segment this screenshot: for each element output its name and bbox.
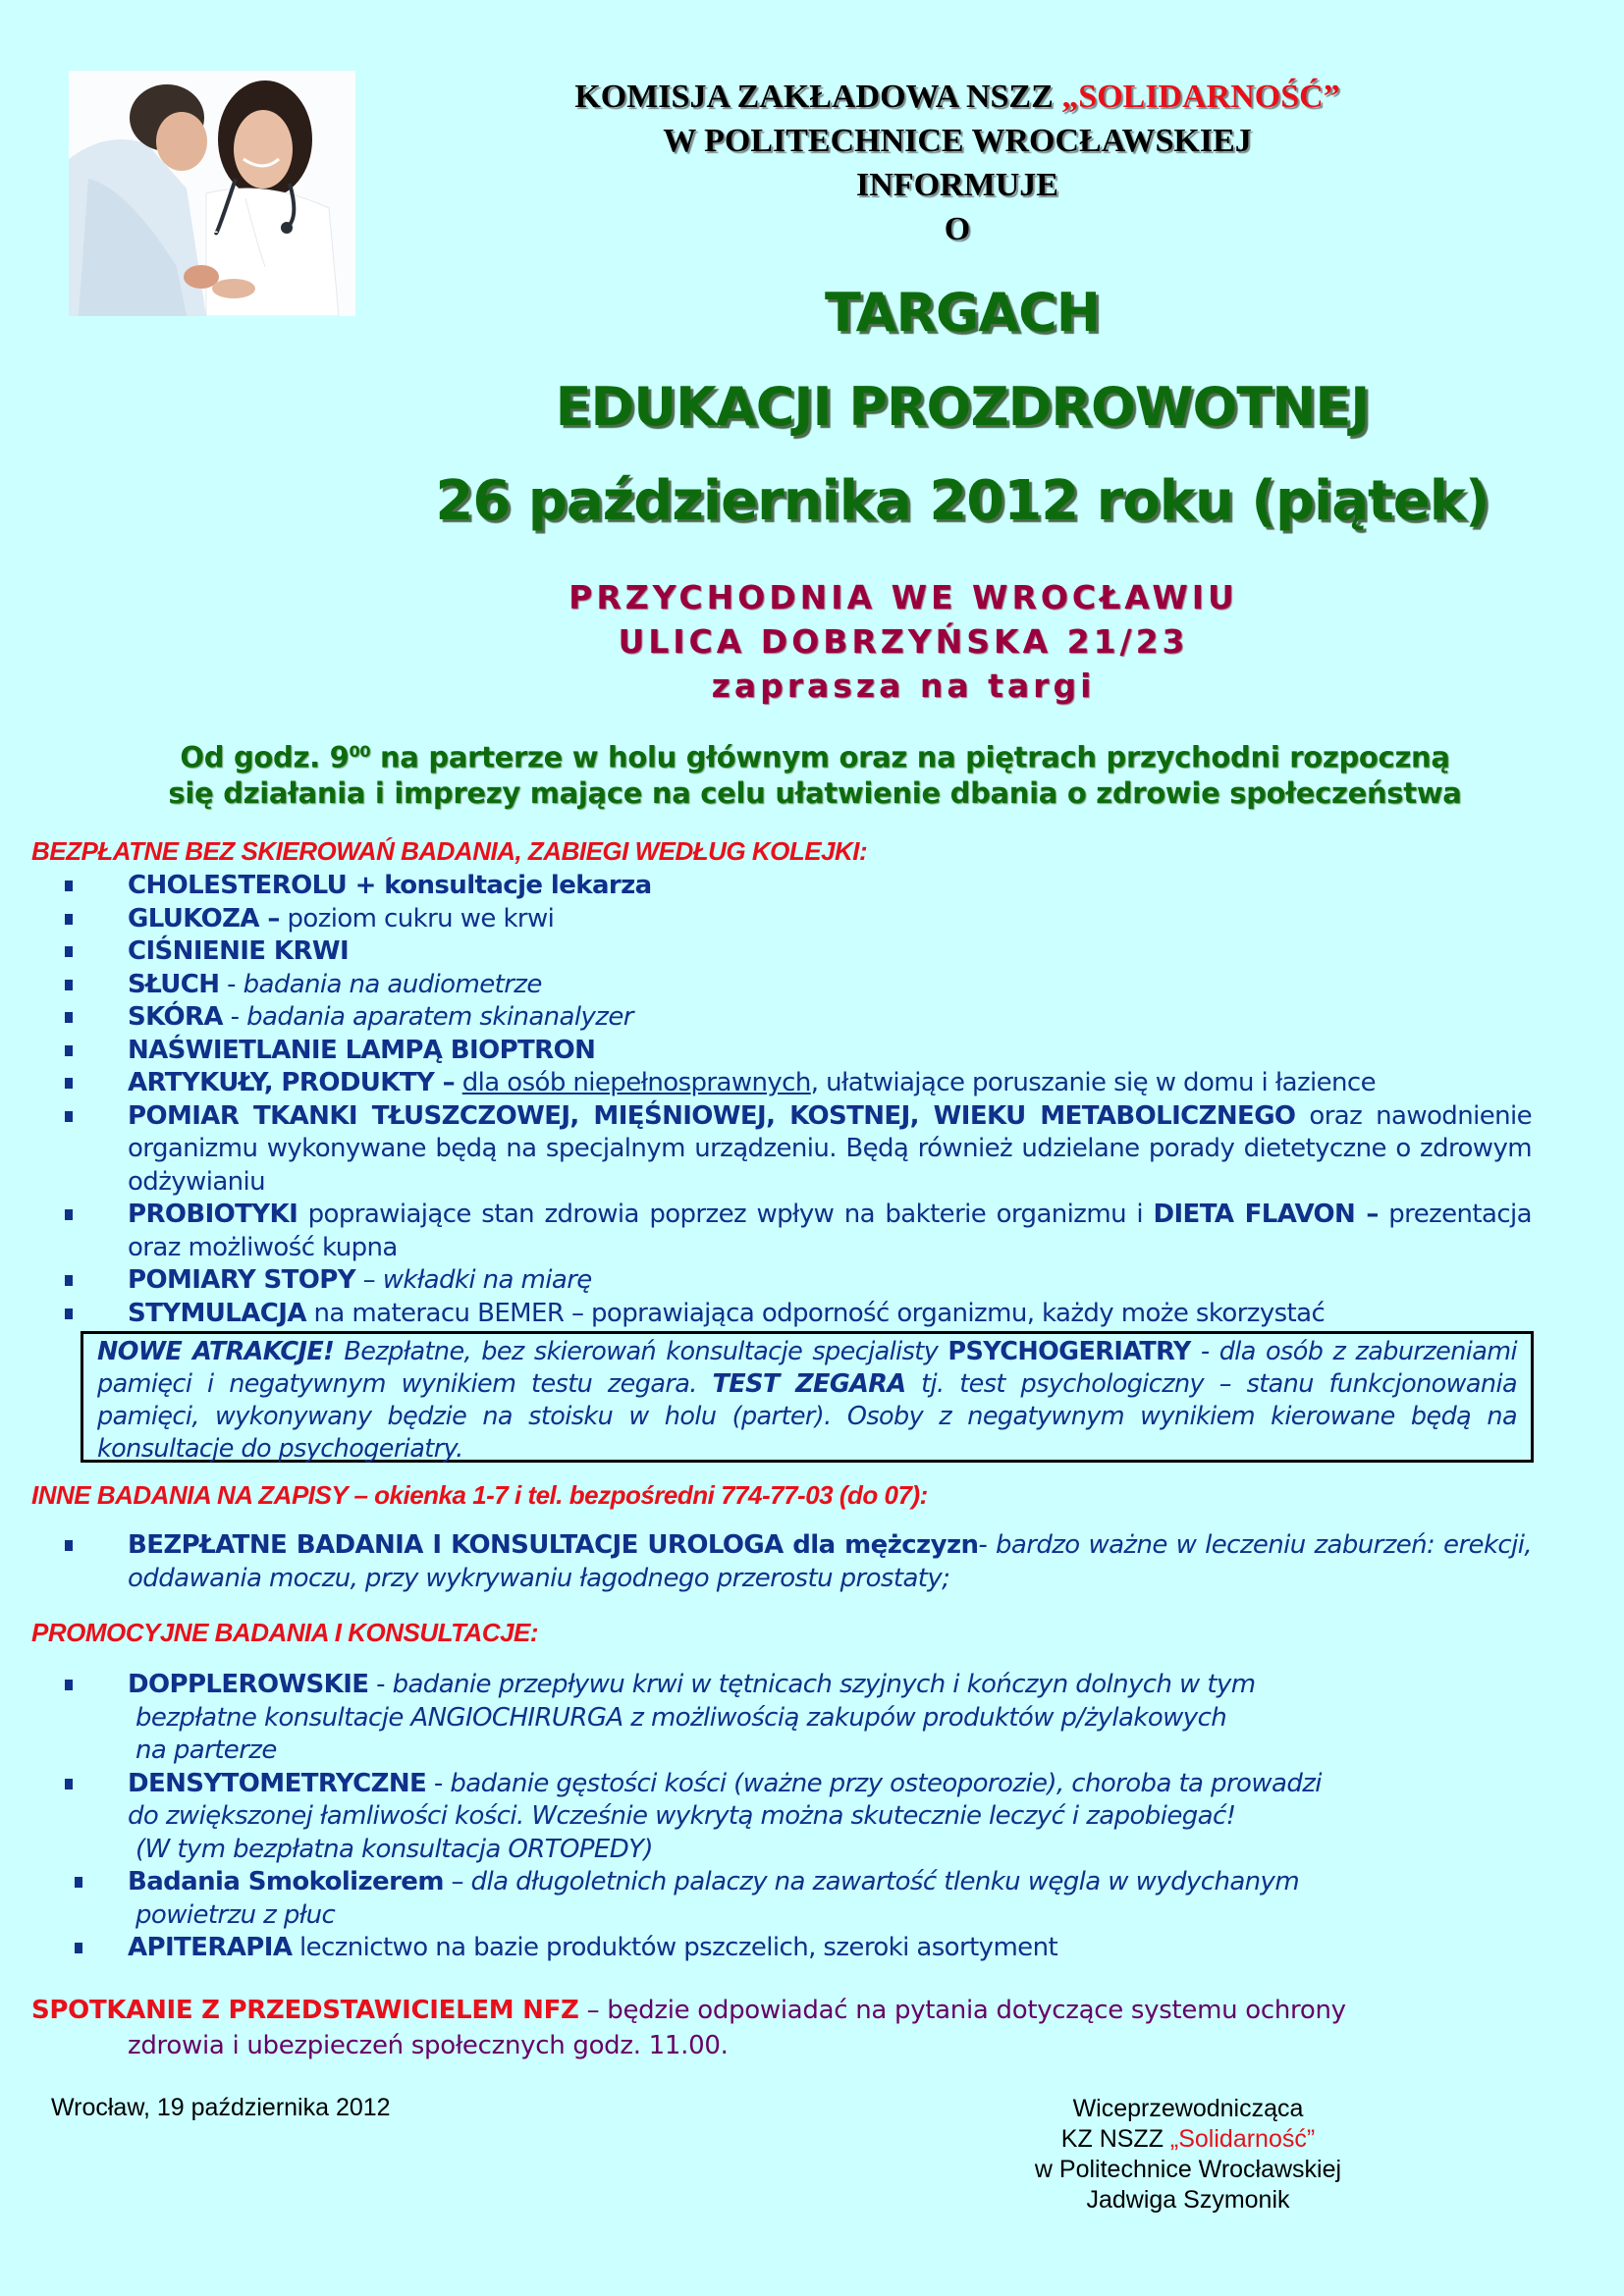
bullet-icon (65, 1209, 73, 1220)
list-item (0, 1932, 1571, 1965)
list-item (0, 1067, 1571, 1100)
item-title: BEZPŁATNE BADANIA I KONSULTACJE UROLOGA dla mężczyzn (128, 1530, 979, 1560)
new-attractions-text-2: - dla osób z zaburzeniami pamięci i negatywnym wynikiem testu zegara. (97, 1337, 1517, 1399)
item-description: dla długoletnich palaczy na zawartość tlenku węgla w wydychanym (470, 1867, 1300, 1896)
signature-org-line-2: w Politechnice Wrocławskiej (1034, 2156, 1342, 2183)
item-title: SKÓRA (128, 1002, 223, 1032)
item-description: - bardzo ważne w leczeniu zaburzeń: erekcji, oddawania moczu, przy wykrywaniu łagodnego przerostu prostaty; (128, 1530, 1533, 1593)
item-separator: - (426, 1768, 451, 1798)
appointments-list (0, 1529, 1571, 1595)
signature-org (982, 2124, 1394, 2155)
item-text: poziom cukru we krwi (279, 903, 555, 934)
signature-name: Jadwiga Szymonik (1086, 2186, 1290, 2214)
list-item (0, 1264, 1571, 1298)
signature-org-prefix: KZ NSZZ (1060, 2125, 1170, 2153)
item-description: badanie przepływu krwi w tętnicach szyjnych i kończyn dolnych w tym (392, 1670, 1256, 1699)
item-description-3: (W tym bezpłatna konsultacja ORTOPEDY) (135, 1834, 653, 1864)
list-item (0, 969, 1571, 1002)
new-attractions-text-1: Bezpłatne, bez skierowań konsultacje specjalisty (334, 1337, 948, 1366)
intro-line-2: się działania i imprezy mające na celu ułatwienie dbania o zdrowie społeczeństwa (168, 775, 1462, 810)
clock-test-label: TEST ZEGARA (712, 1369, 906, 1399)
item-description: badania aparatem skinanalyzer (246, 1002, 633, 1032)
item-title: Badania Smokolizerem (128, 1867, 444, 1896)
header-solidarnosc: „SOLIDARNOŚĆ” (1061, 79, 1340, 115)
event-title-line-2: EDUKACJI PROZDROWOTNEJ (555, 376, 1370, 438)
list-item (0, 1866, 1571, 1932)
signature-title: Wiceprzewodnicząca (1072, 2095, 1304, 2122)
list-item (0, 1298, 1571, 1331)
intro-line-1 (59, 734, 1571, 775)
item-separator: - (368, 1670, 393, 1699)
list-item (0, 1529, 1571, 1595)
clinic-invitation: zaprasza na targi (711, 667, 1096, 705)
union-header (471, 75, 1443, 251)
bullet-icon (65, 1045, 73, 1056)
item-description-2: do zwiększonej łamliwości kości. Wcześnie wykrytą można skutecznie leczyć i zapobiegać! (128, 1801, 1236, 1831)
list-item (0, 903, 1571, 936)
item-separator: - (219, 969, 244, 999)
intro-time-prefix: Od godz. 9 (180, 740, 350, 774)
item-title: CIŚNIENIE KRWI (128, 936, 350, 966)
item-description-2: bezpłatne konsultacje ANGIOCHIRURGA z możliwością zakupów produktów p/żylakowych (135, 1702, 1227, 1733)
nfz-meeting-title: SPOTKANIE Z PRZEDSTAWICIELEM NFZ (31, 1996, 579, 2025)
place-date: Wrocław, 19 października 2012 (51, 2094, 391, 2121)
item-text: oraz nawodnienie organizmu wykonywane będą na specjalnym urządzeniu. Będą również udzielane porady dietetyczne o zdrowym odżywianiu (128, 1100, 1532, 1197)
psychogeriatry-label: PSYCHOGERIATRY (947, 1337, 1191, 1366)
item-text: lecznictwo na bazie produktów pszczelich, szeroki asortyment (292, 1933, 1058, 1962)
header-line-1 (471, 75, 1443, 119)
list-item (0, 1035, 1571, 1068)
bullet-icon (75, 1943, 82, 1953)
header-line-3: INFORMUJE (856, 167, 1058, 203)
new-attractions-box (81, 1331, 1534, 1463)
nfz-meeting-text: – będzie odpowiadać na pytania dotyczące systemu ochrony (578, 1996, 1346, 2025)
header-line-4: O (944, 211, 971, 247)
item-title: PROBIOTYKI (128, 1200, 298, 1229)
item-description-2: powietrzu z płuc (135, 1899, 336, 1930)
item-title: APITERAPIA (128, 1933, 293, 1962)
header-union-name: KOMISJA ZAKŁADOWA NSZZ (574, 79, 1062, 115)
item-space (455, 1068, 462, 1097)
bullet-icon (65, 1111, 73, 1122)
nfz-meeting-text-2: zdrowia i ubezpieczeń społecznych godz. 11.00. (128, 2031, 729, 2060)
section-free-heading: BEZPŁATNE BEZ SKIEROWAŃ BADANIA, ZABIEGI WEDŁUG KOLEJKI: (31, 836, 868, 866)
item-title-2: DIETA FLAVON – (1153, 1200, 1379, 1229)
list-item (0, 1768, 1571, 1867)
item-title: ARTYKUŁY, PRODUKTY – (128, 1068, 456, 1097)
bullet-icon (65, 1779, 73, 1789)
header-line-2: W POLITECHNICE WROCŁAWSKIEJ (663, 123, 1252, 159)
clinic-info (393, 575, 1414, 708)
item-separator: – (354, 1265, 383, 1295)
clinic-name: PRZYCHODNIA WE WROCŁAWIU (568, 578, 1238, 616)
item-separator: - (222, 1002, 247, 1032)
item-description-3: na parterze (135, 1735, 277, 1765)
item-description: wkładki na miarę (382, 1265, 592, 1295)
signature-block (982, 2094, 1394, 2216)
nfz-meeting (31, 1993, 1534, 2063)
item-title: NAŚWIETLANIE LAMPĄ BIOPTRON (128, 1035, 596, 1065)
bullet-icon (65, 1012, 73, 1023)
bullet-icon (65, 1275, 73, 1286)
item-title: GLUKOZA – (128, 903, 280, 934)
intro-time-minutes: 00 (349, 742, 371, 761)
intro-line-1-rest: na parterze w holu głównym oraz na piętrach przychodni rozpoczną (370, 740, 1450, 774)
bullet-icon (65, 1680, 73, 1690)
item-title: POMIARY STOPY (128, 1265, 355, 1295)
item-title: CHOLESTEROLU + konsultacje lekarza (128, 871, 652, 900)
bullet-icon (65, 1078, 73, 1089)
bullet-icon (65, 881, 73, 891)
item-text-2: prezentacja oraz możliwość kupna (128, 1200, 1532, 1262)
doctor-patient-photo (69, 71, 355, 316)
item-title: DENSYTOMETRYCZNE (128, 1768, 427, 1798)
item-title: POMIAR TKANKI TŁUSZCZOWEJ, MIĘŚNIOWEJ, KOSTNEJ, WIEKU METABOLICZNEGO (128, 1100, 1296, 1131)
list-item (0, 1669, 1571, 1768)
list-item (0, 870, 1571, 903)
doctor-patient-illustration (69, 71, 355, 316)
section-appointments-heading: INNE BADANIA NA ZAPISY – okienka 1-7 i tel. bezpośredni 774-77-03 (do 07): (31, 1480, 928, 1510)
signature-solidarnosc: „Solidarność” (1169, 2125, 1316, 2153)
item-separator: – (443, 1867, 471, 1896)
promo-list (0, 1669, 1571, 1965)
bullet-icon (65, 1540, 73, 1551)
bullet-icon (65, 914, 73, 925)
list-item (0, 935, 1571, 969)
free-tests-list (0, 870, 1571, 1330)
list-item (0, 1100, 1571, 1200)
item-text: na materacu BEMER – poprawiająca odporność organizmu, każdy może skorzystać (305, 1298, 1326, 1328)
event-date: 26 października 2012 roku (piątek) (435, 469, 1489, 533)
item-title: STYMULACJA (128, 1298, 306, 1328)
event-title-line-1: TARGACH (825, 282, 1100, 344)
list-item (0, 1001, 1571, 1035)
bullet-icon (75, 1877, 82, 1888)
item-text: , ułatwiające poruszanie się w domu i łazience (810, 1068, 1376, 1097)
item-text: poprawiające stan zdrowia poprzez wpływ na bakterie organizmu i (298, 1200, 1154, 1229)
item-underlined-text: dla osób niepełnosprawnych (461, 1068, 811, 1097)
item-title: SŁUCH (128, 969, 220, 999)
new-attractions-label: NOWE ATRAKCJE! (97, 1337, 335, 1366)
list-item (0, 1199, 1571, 1264)
clinic-address: ULICA DOBRZYŃSKA 21/23 (618, 622, 1189, 661)
section-promo-heading: PROMOCYJNE BADANIA I KONSULTACJE: (31, 1618, 539, 1647)
intro-paragraph (59, 734, 1571, 811)
new-attractions-text-3: tj. test psychologiczny – stanu funkcjonowania pamięci, wykonywany będzie na stoisku w holu (parter). Osoby z negatywnym wynikiem kierowane będą na konsultacje do psychogeriatry. (97, 1369, 1517, 1464)
bullet-icon (65, 980, 73, 990)
item-title: DOPPLEROWSKIE (128, 1670, 369, 1699)
bullet-icon (65, 1308, 73, 1319)
item-description: badania na audiometrze (243, 969, 542, 999)
item-description: badanie gęstości kości (ważne przy osteoporozie), choroba ta prowadzi (450, 1768, 1322, 1798)
bullet-icon (65, 946, 73, 957)
